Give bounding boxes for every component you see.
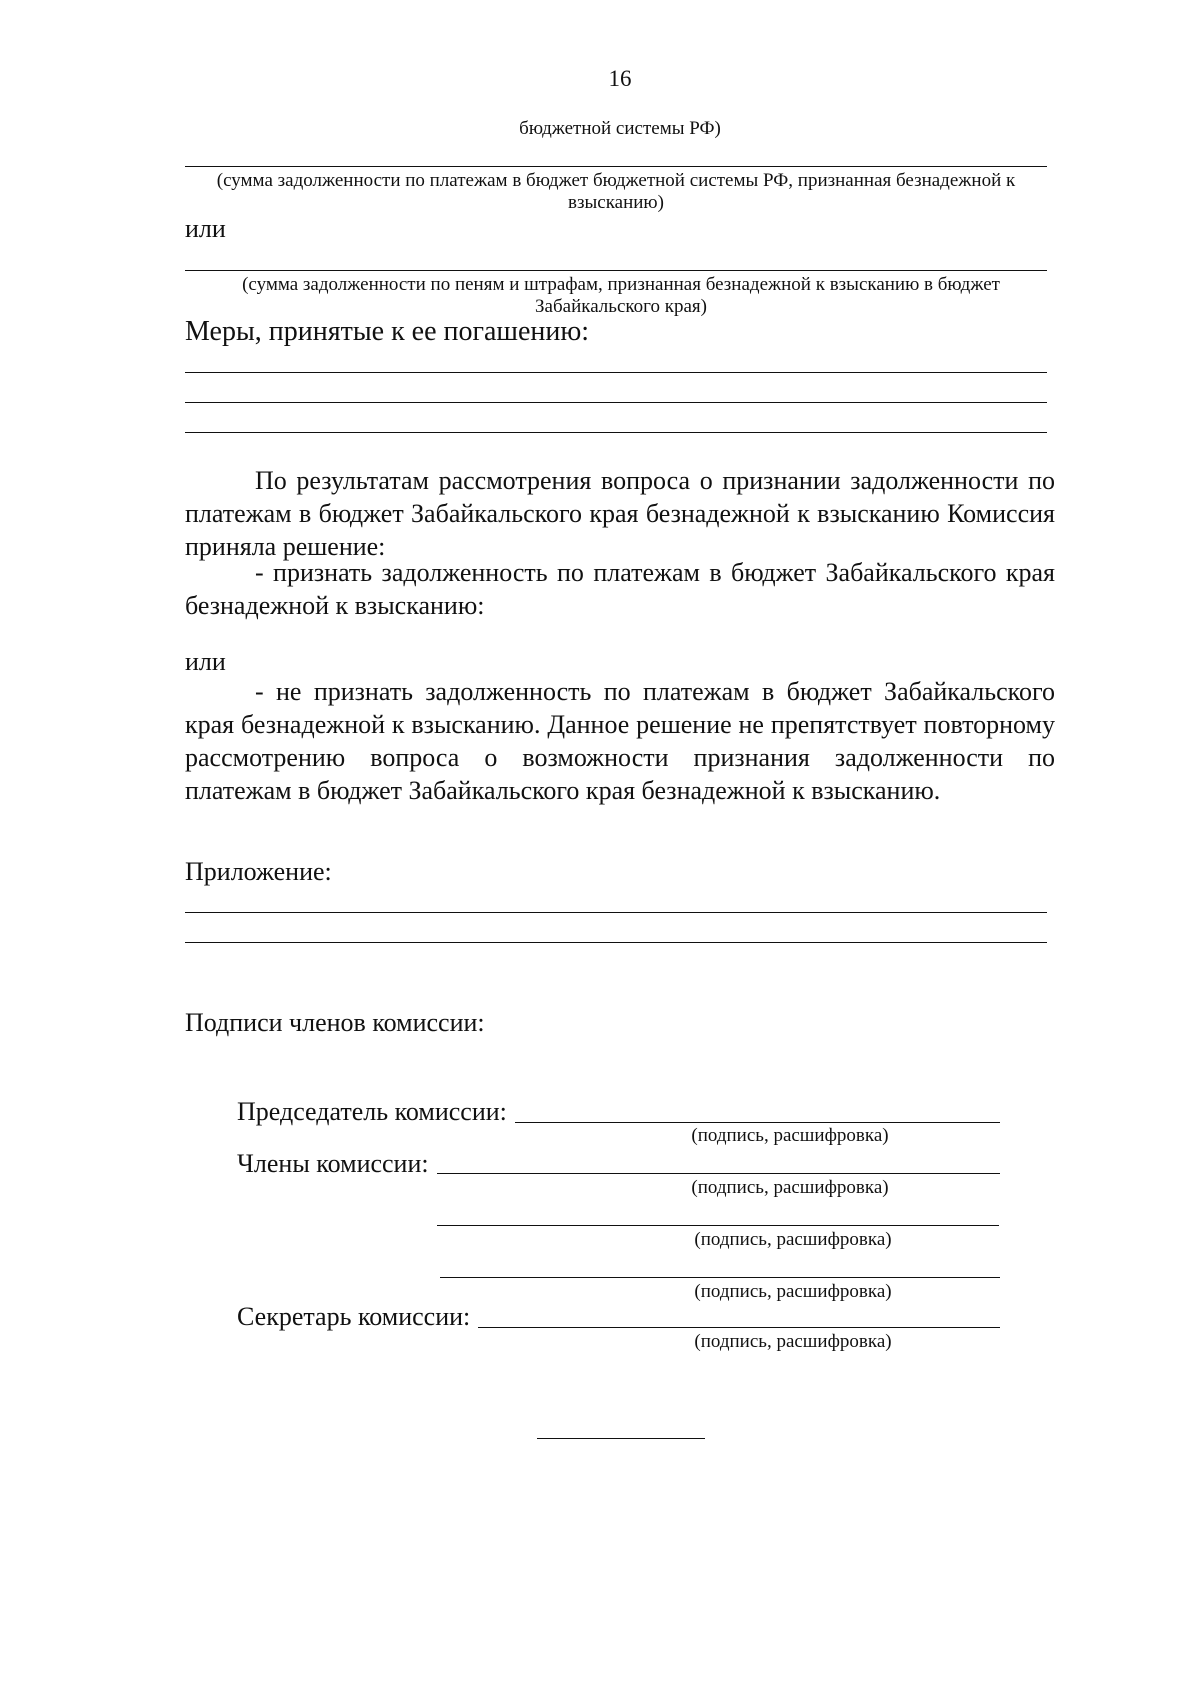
members-label: Члены комиссии: xyxy=(237,1149,429,1178)
attachment-line-2[interactable] xyxy=(185,942,1047,943)
debt-penalties-line[interactable] xyxy=(185,270,1047,271)
debt-budget-caption: (сумма задолженности по платежам в бюджет бюджетной системы РФ, признанная безнадежной к взысканию) xyxy=(216,170,1016,213)
page-number: 16 xyxy=(608,66,632,91)
or-label-1: или xyxy=(185,214,226,243)
member-3-signature-line[interactable] xyxy=(440,1277,1000,1278)
measures-label: Меры, принятые к ее погашению: xyxy=(185,316,590,347)
chairman-signature-hint: (подпись, расшифровка) xyxy=(691,1125,889,1146)
member-1-signature-hint: (подпись, расшифровка) xyxy=(691,1177,889,1198)
chairman-signature-line[interactable] xyxy=(515,1122,1000,1123)
secretary-signature-hint: (подпись, расшифровка) xyxy=(694,1331,892,1352)
debt-penalties-caption: (сумма задолженности по пеням и штрафам, признанная безнадежной к взысканию в бюджет Забайкальского края) xyxy=(242,274,1000,317)
decision-intro: По результатам рассмотрения вопроса о признании задолженности по платежам в бюджет Забайкальского края безнадежной к взысканию Комиссия приняла решение: xyxy=(185,466,1055,561)
measures-line-3[interactable] xyxy=(185,432,1047,433)
secretary-signature-line[interactable] xyxy=(478,1327,1000,1328)
end-divider xyxy=(537,1438,705,1439)
signatures-title: Подписи членов комиссии: xyxy=(185,1008,485,1037)
or-label-2: или xyxy=(185,647,226,676)
chairman-label: Председатель комиссии: xyxy=(237,1097,507,1126)
top-caption: бюджетной системы РФ) xyxy=(519,118,721,139)
secretary-label: Секретарь комиссии: xyxy=(237,1302,471,1331)
attachment-label: Приложение: xyxy=(185,857,332,886)
debt-budget-line[interactable] xyxy=(185,166,1047,167)
measures-line-1[interactable] xyxy=(185,372,1047,373)
measures-line-2[interactable] xyxy=(185,402,1047,403)
decision-option-not-recognize: - не признать задолженность по платежам в бюджет Забайкальского края безнадежной к взысканию. Данное решение не препятствует повторному рассмотрению вопроса о возможности признания задолженности по платежам в бюджет Забайкальского края безнадежной к взысканию. xyxy=(185,677,1055,805)
member-1-signature-line[interactable] xyxy=(437,1173,1000,1174)
member-2-signature-hint: (подпись, расшифровка) xyxy=(694,1229,892,1250)
attachment-line-1[interactable] xyxy=(185,912,1047,913)
member-3-signature-hint: (подпись, расшифровка) xyxy=(694,1281,892,1302)
member-2-signature-line[interactable] xyxy=(437,1225,999,1226)
decision-option-recognize: - признать задолженность по платежам в бюджет Забайкальского края безнадежной к взысканию: xyxy=(185,558,1055,620)
